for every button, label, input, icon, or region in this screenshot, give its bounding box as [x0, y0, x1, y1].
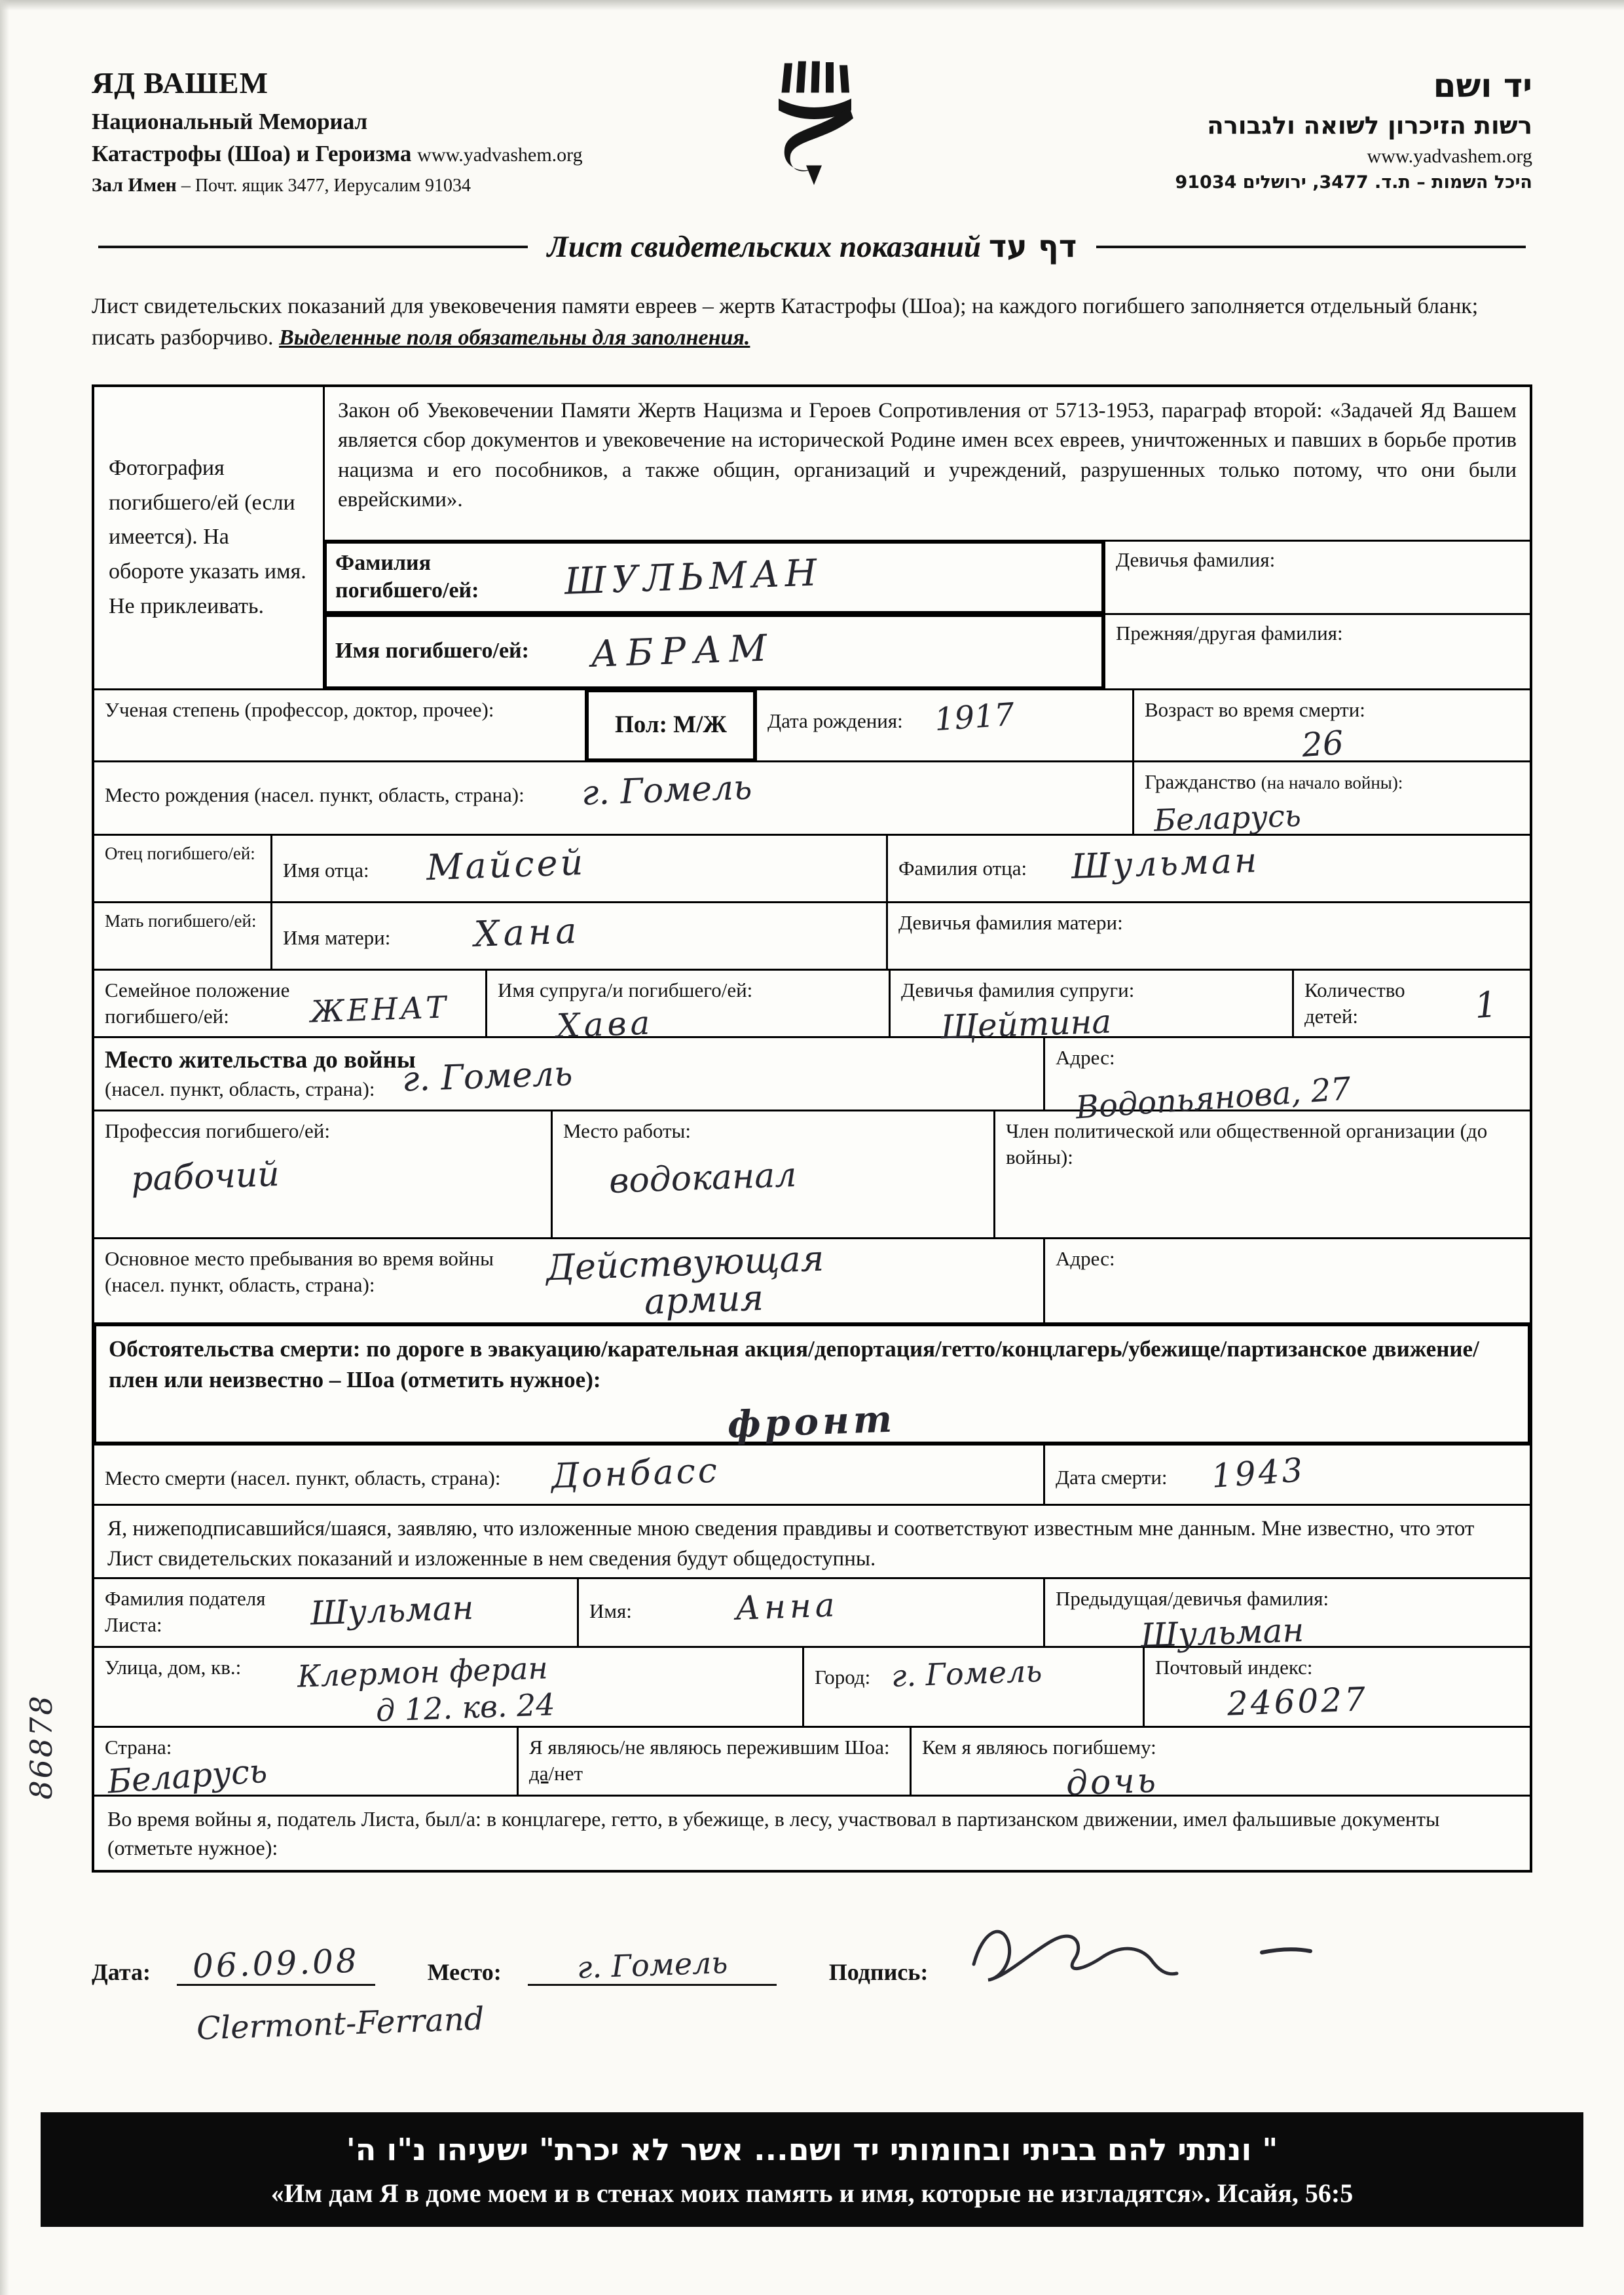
- title-rule-left: [98, 246, 528, 248]
- footer-verse-hebrew: " ונתתי להם בביתי ובחומותי יד ושם... אשר לא יכרת" ישעיהו נ"ו ה': [346, 2132, 1278, 2167]
- mother-name-label: Имя матери:: [283, 925, 391, 949]
- field-survivor: [519, 1728, 912, 1795]
- father-label: Отец погибшего/ей:: [105, 843, 255, 863]
- testimony-form-table: [92, 384, 1532, 1873]
- org-he-line1: רשות הזיכרון לשואה ולגבורה: [1207, 111, 1532, 140]
- workplace-label: Место работы:: [563, 1119, 691, 1142]
- birthplace-value: г. Гомель: [581, 768, 753, 813]
- table-row-father: [94, 836, 1530, 903]
- submitter-prev-label: Предыдущая/девичья фамилия:: [1056, 1586, 1329, 1610]
- war-experience-label: Во время войны я, податель Листа, был/а: в концлагере, гетто, в убежище, в лесу, участвовал в партизанском движении, имел фальшивые документы (отметьте нужное):: [107, 1806, 1440, 1860]
- field-street: [94, 1648, 804, 1726]
- profession-label: Профессия погибшего/ей:: [105, 1119, 330, 1142]
- handwritten-note: Clermont-Ferrand: [196, 2000, 485, 2047]
- victim-name-label: Имя погибшего/ей:: [335, 639, 529, 663]
- father-cell-label: [94, 836, 272, 901]
- death-circumstances-label: Обстоятельства смерти: по дороге в эвакуацию/карательная акция/депортация/гетто/концлагерь/убежище/партизанское движение/плен или неизвестно – Шоа (отметить нужное):: [109, 1335, 1479, 1392]
- intro-text: Лист свидетельских показаний для увековечения памяти евреев – жертв Катастрофы (Шоа); на каждого погибшего заполняется отдельный бланк; писать разборчиво.: [92, 294, 1479, 350]
- age-value: 26: [1301, 723, 1345, 765]
- spouse-maiden-value: Щейтина: [940, 1002, 1113, 1047]
- birthdate-value: 1917: [932, 696, 1016, 738]
- field-victim-surname: [325, 542, 1105, 613]
- field-mother-name: [272, 903, 888, 969]
- table-row-war-experience: [94, 1797, 1530, 1870]
- field-city: [804, 1648, 1145, 1726]
- father-name-value: Майсей: [426, 841, 587, 888]
- mother-maiden-label: Девичья фамилия матери:: [898, 910, 1123, 934]
- date-value: 06.09.08: [192, 1941, 360, 1986]
- field-mother-maiden: [888, 903, 1530, 969]
- survivor-no: нет: [554, 1761, 583, 1785]
- spouse-name-value: Хава: [556, 1003, 655, 1045]
- father-surname-label: Фамилия отца:: [898, 856, 1027, 880]
- table-row-birthplace: [94, 762, 1530, 836]
- marital-value: ЖЕНАТ: [310, 988, 449, 1030]
- relation-label: Кем я являюсь погибшему:: [922, 1735, 1156, 1759]
- place-field: [528, 1944, 777, 1986]
- field-death-place: [94, 1446, 1045, 1504]
- field-political-org: [995, 1111, 1530, 1237]
- death-circumstances-value-wrap: [109, 1398, 1515, 1447]
- street-value-2: д 12. кв. 24: [375, 1686, 556, 1728]
- mother-label: Мать погибшего/ей:: [105, 910, 257, 931]
- residence-value: г. Гомель: [401, 1054, 574, 1100]
- yad-vashem-logo: [740, 59, 884, 187]
- profession-value: рабочий: [130, 1154, 280, 1199]
- table-row-address: [94, 1648, 1530, 1728]
- place-label: Место:: [427, 1958, 502, 1985]
- page-title: [547, 229, 1077, 265]
- field-relation: [912, 1728, 1530, 1804]
- death-place-value: Донбасс: [551, 1451, 720, 1497]
- former-name-label: Прежняя/другая фамилия:: [1116, 621, 1343, 644]
- field-citizenship: [1134, 762, 1530, 838]
- table-row-submitter: [94, 1579, 1530, 1655]
- org-url-ru: www.yadvashem.org: [417, 144, 583, 166]
- top-right-block: [325, 387, 1530, 688]
- degree-label: Ученая степень (профессор, доктор, прочее):: [105, 698, 494, 721]
- father-name-label: Имя отца:: [283, 858, 369, 882]
- org-line1: Национальный Мемориал: [92, 109, 368, 135]
- country-value: Беларусь: [106, 1751, 268, 1801]
- field-spouse-name: [487, 971, 891, 1045]
- field-maiden-name: [1105, 542, 1530, 613]
- scan-edge-top: [0, 0, 1624, 10]
- marital-label: Семейное положение погибшего/ей:: [105, 978, 290, 1028]
- table-row-declaration: [94, 1506, 1530, 1579]
- spouse-maiden-label: Девичья фамилия супруги:: [901, 978, 1135, 1001]
- citizenship-label-small: (на начало войны):: [1261, 772, 1403, 793]
- wartime-location-value-2: армия: [643, 1277, 765, 1322]
- workplace-value: водоканал: [608, 1155, 798, 1201]
- org-name-ru: ЯД ВАШЕМ: [92, 66, 268, 100]
- wartime-location-label: Основное место пребывания во время войны (насел. пункт, область, страна):: [105, 1246, 494, 1296]
- footer-banner: [41, 2112, 1583, 2227]
- date-label: Дата:: [92, 1958, 151, 1985]
- org-he-line3: היכל השמות – ת.ד. 3477, ירושלים 91034: [1175, 172, 1532, 193]
- photo-instructions-cell: [94, 387, 325, 688]
- city-label: Город:: [815, 1665, 871, 1689]
- field-birthdate: [757, 690, 1134, 760]
- org-line3-rest: – Почт. ящик 3477, Иерусалим 91034: [176, 175, 471, 196]
- field-death-date: [1045, 1446, 1530, 1504]
- table-row-mother: [94, 903, 1530, 971]
- org-line2: [92, 138, 740, 169]
- field-spouse-maiden: [891, 971, 1294, 1047]
- field-profession: [94, 1111, 553, 1237]
- org-line2-bold: Катастрофы (Шоа) и Героизма: [92, 141, 412, 167]
- title-rule-right: [1096, 246, 1526, 248]
- mother-name-value: Хана: [473, 909, 581, 955]
- age-label: Возраст во время смерти:: [1145, 698, 1365, 721]
- yad-vashem-logo-icon: [763, 59, 861, 187]
- field-wartime-location: [94, 1239, 1045, 1322]
- form-title-bar: [98, 229, 1526, 265]
- residence-address-value: Водопьянова, 27: [1074, 1070, 1352, 1127]
- citizenship-label: Гражданство: [1145, 770, 1257, 793]
- victim-surname-label: Фамилия погибшего/ей:: [335, 550, 479, 603]
- field-residence: [94, 1038, 1045, 1110]
- political-org-label: Член политической или общественной организации (до войны):: [1006, 1119, 1488, 1168]
- submitter-surname-value: Шульман: [310, 1588, 475, 1632]
- scan-edge-left: [0, 0, 9, 2295]
- survivor-label: Я являюсь/не являюсь пережившим Шоа:: [529, 1735, 890, 1759]
- relation-value: дочь: [1065, 1761, 1159, 1804]
- table-row-wartime-location: [94, 1239, 1530, 1324]
- org-url-he: www.yadvashem.org: [1367, 145, 1532, 167]
- victim-name-value: АБРАМ: [589, 627, 776, 677]
- date-field: [177, 1941, 375, 1986]
- table-row-death: [94, 1446, 1530, 1506]
- field-father-surname: [888, 836, 1530, 901]
- field-father-name: [272, 836, 888, 901]
- field-submitter-name: [579, 1579, 1045, 1646]
- org-block-he: [884, 63, 1532, 195]
- signature-mark: [954, 1913, 1321, 1998]
- org-line3: [92, 172, 740, 199]
- maiden-name-label: Девичья фамилия:: [1116, 548, 1276, 571]
- submitter-name-label: Имя:: [589, 1599, 632, 1622]
- field-submitter-surname: [94, 1579, 579, 1646]
- org-block-ru: [92, 63, 740, 198]
- page-title-he: דף עד: [988, 229, 1077, 265]
- mother-cell-label: [94, 903, 272, 969]
- field-age-at-death: [1134, 690, 1530, 765]
- law-text: Закон об Увековечении Памяти Жертв Нацизма и Героев Сопротивления от 5713-1953, параграф второй: «Задачей Яд Вашем является сбор документов и увековечение на исторической Родине имен всех евреев, уничтоженных и павших в борьбе против нацизма и его пособников, а также общин, организаций и учреждений, разрушенных только потому, что они были еврейскими».: [338, 398, 1517, 512]
- death-circumstances-value: фронт: [727, 1397, 897, 1447]
- table-row-country: [94, 1728, 1530, 1804]
- residence-label-rest: (насел. пункт, область, страна):: [105, 1077, 375, 1100]
- submitter-name-value: Анна: [734, 1585, 840, 1628]
- death-place-label: Место смерти (насел. пункт, область, страна):: [105, 1466, 501, 1489]
- postal-label: Почтовый индекс:: [1155, 1655, 1313, 1679]
- table-row-top: [94, 387, 1530, 690]
- citizenship-value: Беларусь: [1153, 797, 1302, 838]
- children-label: Количество детей:: [1304, 978, 1405, 1028]
- field-children-count: [1294, 971, 1530, 1036]
- field-marital-status: [94, 971, 487, 1036]
- field-wartime-address: [1045, 1239, 1530, 1322]
- survivor-yes: да: [529, 1761, 549, 1785]
- table-row-degree: [94, 690, 1530, 765]
- wartime-location-value-1: Действующая: [545, 1237, 825, 1289]
- intro-paragraph: [92, 291, 1532, 354]
- street-value-1: Клермон феран: [297, 1649, 549, 1694]
- street-label: Улица, дом, кв.:: [105, 1655, 242, 1679]
- photo-instructions: Фотография погибшего/ей (если имеется). На обороте указать имя. Не приклеивать.: [109, 455, 306, 618]
- wartime-address-label: Адрес:: [1056, 1246, 1115, 1270]
- field-sex: [587, 690, 757, 760]
- death-date-label: Дата смерти:: [1056, 1465, 1168, 1489]
- field-country: [94, 1728, 519, 1801]
- law-text-cell: [325, 387, 1530, 542]
- row-victim-surname: [325, 542, 1530, 615]
- field-victim-name: [325, 615, 1105, 688]
- residence-label-bold: Место жительства до войны: [105, 1046, 416, 1073]
- spouse-name-label: Имя супруга/и погибшего/ей:: [498, 978, 753, 1001]
- field-degree: [94, 690, 587, 760]
- field-submitter-prev-name: [1045, 1579, 1530, 1655]
- org-line3-bold: Зал Имен: [92, 174, 177, 196]
- field-former-name: [1105, 615, 1530, 688]
- table-row-residence: [94, 1038, 1530, 1127]
- signature-label: Подпись:: [828, 1958, 929, 1985]
- margin-number: 86878: [24, 1694, 59, 1800]
- death-date-value: 1943: [1210, 1450, 1307, 1495]
- field-birthplace: [94, 762, 1134, 834]
- table-row-marital: [94, 971, 1530, 1047]
- submitter-surname-label: Фамилия подателя Листа:: [105, 1586, 266, 1636]
- signature-icon: [954, 1913, 1321, 1992]
- table-row-death-circumstances: [94, 1324, 1530, 1446]
- signature-row: [92, 1913, 1532, 1986]
- field-workplace: [553, 1111, 995, 1237]
- header: [0, 0, 1624, 198]
- victim-surname-value: ШУЛЬМАН: [563, 551, 823, 603]
- father-surname-value: Шульман: [1070, 840, 1261, 887]
- residence-address-label: Адрес:: [1056, 1045, 1115, 1069]
- place-value: г. Гомель: [576, 1944, 728, 1985]
- birthplace-label: Место рождения (насел. пункт, область, страна):: [105, 783, 525, 806]
- submitter-prev-value: Шульман: [1140, 1611, 1305, 1655]
- sex-label: Пол: М/Ж: [615, 711, 727, 739]
- birthdate-label: Дата рождения:: [767, 709, 903, 732]
- postal-value: 246027: [1227, 1680, 1369, 1723]
- org-name-he: יד ושם: [1433, 67, 1532, 105]
- declaration-text: Я, нижеподписавшийся/шаяся, заявляю, что изложенные мною сведения правдивы и соответствуют известным мне данным. Мне известно, что этот Лист свидетельских показаний и изложенные в нем сведения будут общедоступны.: [107, 1516, 1475, 1571]
- table-row-profession: [94, 1111, 1530, 1239]
- field-postal-code: [1145, 1648, 1530, 1726]
- children-value: 1: [1473, 983, 1499, 1026]
- field-residence-address: [1045, 1038, 1530, 1127]
- country-label: Страна:: [105, 1735, 172, 1759]
- survivor-sep: /: [548, 1761, 555, 1785]
- field-death-circumstances: [94, 1324, 1530, 1447]
- page-title-ru: Лист свидетельских показаний: [547, 230, 981, 265]
- intro-emphasis: Выделенные поля обязательны для заполнения.: [279, 326, 750, 350]
- footer-verse-russian: «Им дам Я в доме моем и в стенах моих память и имя, которые не изгладятся». Исайя, 56:5: [270, 2178, 1354, 2208]
- row-victim-name: [325, 615, 1530, 688]
- city-value: г. Гомель: [891, 1652, 1043, 1694]
